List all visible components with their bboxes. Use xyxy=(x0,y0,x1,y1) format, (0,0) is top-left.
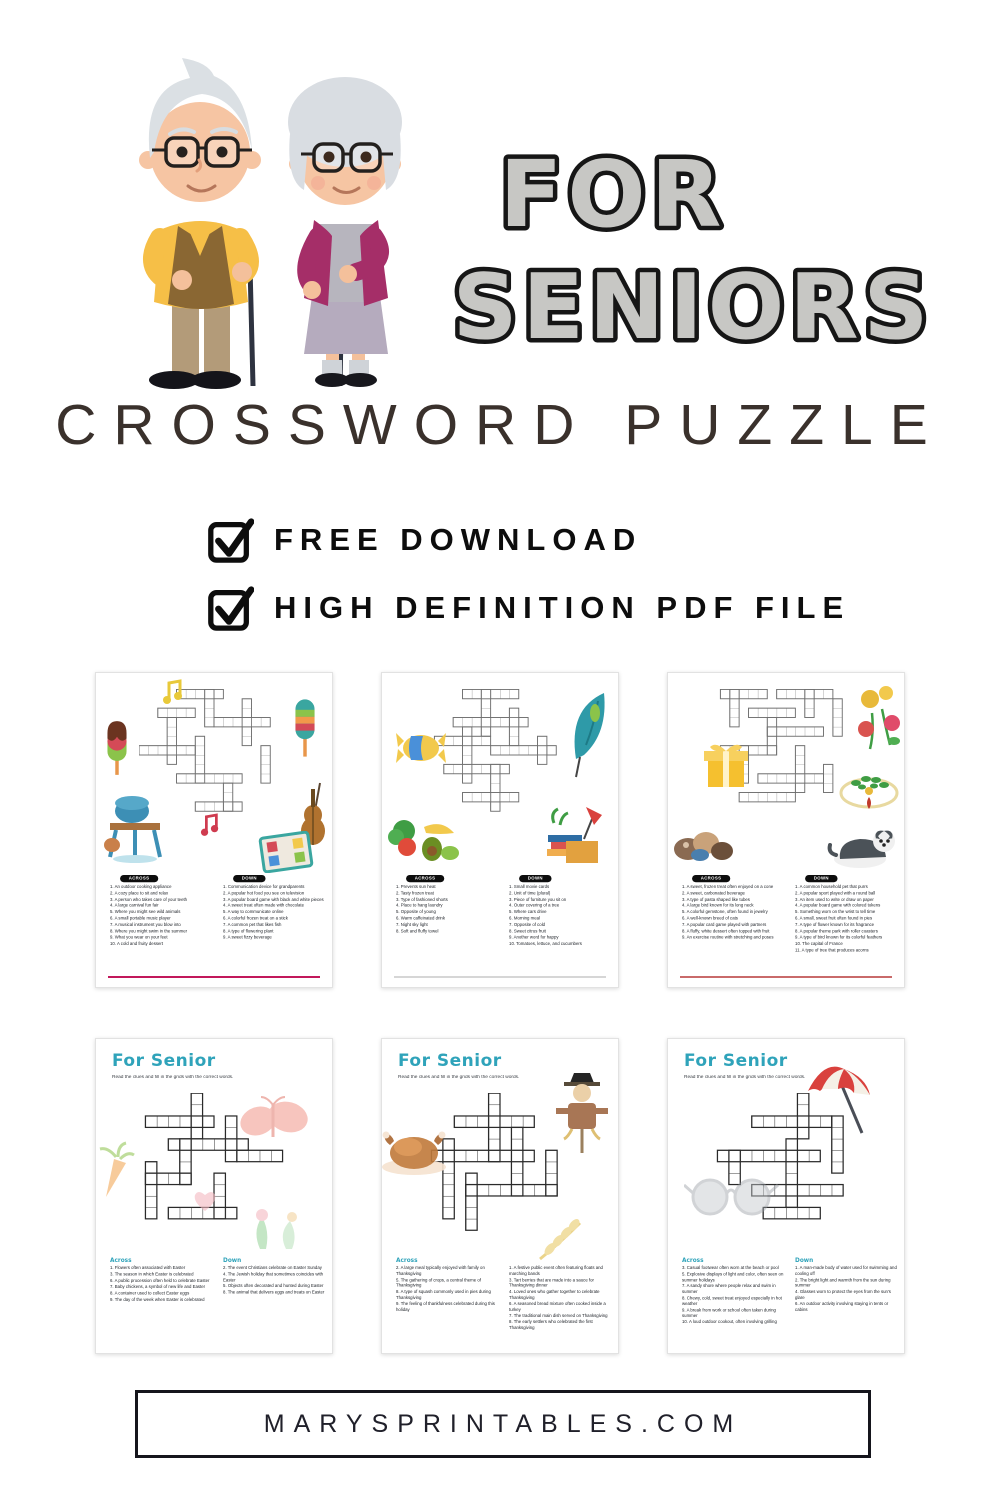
clue-line: 8. A container used to collect Easter eggs xyxy=(110,1291,190,1297)
down-clue-list xyxy=(223,1266,326,1296)
clue-line: 9. An exercise routine with stretching and poses xyxy=(682,935,774,941)
clue-line: 11. A type of tree that produces acorns xyxy=(795,948,869,953)
clue-line: 6. An outdoor activity involving staying in tents or cabins xyxy=(795,1302,889,1313)
puzzle-thumbnail-1 xyxy=(95,672,333,988)
clue-line: 1. A sweet, frozen treat often enjoyed on a cone xyxy=(682,885,774,890)
elderly-couple-illustration xyxy=(90,30,450,395)
clue-section xyxy=(682,1257,898,1327)
clue-line: 7. A sandy shore where people relax and swim in summer xyxy=(682,1284,776,1295)
clue-line: 1. Flowers often associated with Easter xyxy=(110,1266,186,1271)
sunglasses-icon xyxy=(684,1171,780,1222)
clue-line: 4. The Jewish holiday that sometimes coincides with Easter xyxy=(223,1272,324,1283)
clue-line: 5. Explosive displays of light and color, often seen on summer holidays xyxy=(682,1272,784,1283)
clue-section xyxy=(396,1257,612,1332)
clue-line: 8. A type of flowering plant xyxy=(223,929,274,934)
clue-line: 6. A small, sweet fruit often found in pies xyxy=(795,916,873,922)
across-header: ACROSS xyxy=(120,875,158,882)
clue-line: 6. A colorful frozen treat on a stick xyxy=(223,916,288,922)
clue-line: 4. A large bird known for its long neck xyxy=(682,904,754,909)
clue-line: 2. Unit of time (plural) xyxy=(509,891,551,896)
clue-line: 4. A sweet treat often made with chocolate xyxy=(223,904,304,909)
clue-line: 6. A seasoned bread mixture often cooked inside a turkey xyxy=(509,1302,606,1313)
down-clue-list xyxy=(509,885,612,948)
clue-line: 6. Morning meal xyxy=(509,916,541,922)
feature-hd-pdf xyxy=(206,582,850,634)
thumbnail-subtitle: Read the clues and fill in the grids with the correct words. xyxy=(112,1075,234,1080)
clue-line: 7. Night sky light xyxy=(396,923,428,928)
clue-line: 9. A break from work or school often taken during summer xyxy=(682,1308,776,1319)
feature-label: FREE DOWNLOAD xyxy=(274,522,643,557)
clue-line: 1. Prevents sun heat xyxy=(396,885,436,890)
clue-line: 1. A common household pet that purrs xyxy=(795,885,868,890)
checkbox-checked-icon xyxy=(206,516,254,564)
beach-umbrella-icon xyxy=(804,1065,882,1142)
clue-line: 5. Objects often decorated and hunted during Easter xyxy=(223,1284,324,1289)
down-header: Down xyxy=(795,1257,814,1264)
across-header: Across xyxy=(682,1257,704,1264)
wreath-icon xyxy=(838,771,900,824)
clue-line: 8. A popular theme park with roller coasters xyxy=(795,929,878,934)
down-clue-list xyxy=(795,885,898,954)
music-note-icon xyxy=(162,679,184,710)
clue-line: 1. Communication device for grandparents xyxy=(223,885,305,890)
clue-line: 4. Loved ones who gather together to celebrate Thanksgiving xyxy=(509,1290,600,1301)
clue-line: 4. Place to hang laundry xyxy=(396,904,443,909)
clue-line: 2. The bright light and warmth from the sun during summer xyxy=(795,1278,891,1289)
puzzle-thumbnail-6 xyxy=(667,1038,905,1354)
clue-line: 1. An outdoor cooking appliance xyxy=(110,885,172,890)
clue-line: 7. Opposite of cold xyxy=(509,923,546,928)
across-clue-list xyxy=(396,885,499,935)
books-lamp-icon xyxy=(540,801,610,870)
title-line-1: FOR xyxy=(499,141,727,248)
feather-icon xyxy=(568,689,612,786)
feature-free-download xyxy=(206,514,642,566)
clue-line: 5. Opposite of young xyxy=(396,910,436,915)
crossword-preview xyxy=(668,1085,904,1251)
across-clue-list xyxy=(682,1266,785,1326)
accent-rule xyxy=(680,976,892,978)
clue-line: 2. A large meal typically enjoyed with family on Thanksgiving xyxy=(396,1266,485,1277)
clue-line: 8. The animal that delivers eggs and treats on Easter xyxy=(223,1290,325,1296)
clue-line: 7. The traditional main dish served on Thanksgiving xyxy=(509,1314,608,1319)
candy-icon xyxy=(394,731,448,770)
down-header: DOWN xyxy=(233,875,265,882)
clue-line: 3. Piece of furniture you sit on xyxy=(509,897,567,903)
crossword-preview xyxy=(382,673,618,869)
clue-line: 9. The day of the week when Easter is celebrated xyxy=(110,1298,205,1303)
clue-line: 4. Outer covering of a tree xyxy=(509,904,560,909)
puzzle-thumbnail-4 xyxy=(95,1038,333,1354)
across-header: ACROSS xyxy=(406,875,444,882)
clue-line: 1. Small movie cards xyxy=(509,885,550,890)
crossword-preview xyxy=(668,673,904,869)
down-header xyxy=(509,1257,612,1264)
thumbnail-title: For Senior xyxy=(398,1051,502,1071)
clue-line: 4. Glasses worn to protect the eyes from the sun's glare xyxy=(795,1290,891,1301)
clue-line: 6. Warm caffeinated drink xyxy=(396,916,445,922)
clue-line: 3. Tart berries that are made into a sauce for Thanksgiving dinner xyxy=(509,1278,594,1289)
clue-line: 3. Type of fashioned shorts xyxy=(396,897,448,903)
scarecrow-icon xyxy=(552,1069,612,1160)
across-clue-list xyxy=(396,1266,499,1313)
thumbnail-title: For Senior xyxy=(112,1051,216,1071)
music-note-icon xyxy=(200,813,220,842)
flowers-icon xyxy=(852,683,902,758)
clue-line: 7. A popular card game played with partners xyxy=(682,923,767,928)
clue-line: 4. A popular board game with colored tokens xyxy=(795,904,881,909)
clue-line: 3. The season in which Easter is celebrated xyxy=(110,1272,194,1278)
title-line-2: SENIORS xyxy=(452,255,934,356)
clue-line: 4. A large carnival fun fair xyxy=(110,904,159,909)
tulips-icon xyxy=(246,1203,312,1256)
clue-line: 7. A musical instrument you blow into xyxy=(110,923,181,928)
clue-line: 5. Something worn on the wrist to tell time xyxy=(795,910,876,915)
clue-line: 6. A public procession often held to celebrate Easter xyxy=(110,1279,210,1284)
clue-line: 9. A sweet fizzy beverage xyxy=(223,935,272,941)
clue-line: 9. What you wear on your feet xyxy=(110,935,168,941)
clue-line: 9. A type of bird known for its colorful feathers xyxy=(795,935,883,941)
clue-line: 5. The gathering of crops, a central theme of Thanksgiving xyxy=(396,1278,481,1289)
across-header: Across xyxy=(396,1257,418,1264)
accent-rule xyxy=(108,976,320,978)
grill-icon xyxy=(102,793,168,870)
clue-line: 2. A popular sport played with a round ball xyxy=(795,891,876,896)
clue-line: 3. A person who takes care of your teeth xyxy=(110,897,188,903)
clue-line: 10. The capital of France xyxy=(795,942,843,947)
grandpa-figure xyxy=(139,58,261,389)
puzzle-thumbnail-3 xyxy=(667,672,905,988)
clue-line: 6. A small portable music player xyxy=(110,916,171,922)
clue-line: 8. A type of squash commonly used in pies during Thanksgiving xyxy=(396,1290,491,1301)
across-header: ACROSS xyxy=(692,875,730,882)
puzzle-previews-grid xyxy=(95,672,905,1354)
clue-line: 5. Where you might see wild animals xyxy=(110,910,181,915)
clue-line: 2. Tasty frozen treat xyxy=(396,891,434,896)
feature-label: HIGH DEFINITION PDF FILE xyxy=(274,590,851,625)
puzzle-thumbnail-5 xyxy=(381,1038,619,1354)
clue-section xyxy=(110,875,326,948)
crossword-preview xyxy=(96,1085,332,1251)
clue-line: 2. A cozy place to sit and relax xyxy=(110,891,169,896)
thumbnail-subtitle: Read the clues and fill in the grids with the correct words. xyxy=(684,1075,806,1080)
clue-section xyxy=(110,1257,326,1304)
butterfly-icon xyxy=(236,1093,310,1154)
clue-line: 9. Another word for happy xyxy=(509,935,559,941)
checkbox-checked-icon xyxy=(206,584,254,632)
down-header: DOWN xyxy=(519,875,551,882)
ice-pop-icon xyxy=(292,695,318,766)
clue-line: 5. A way to communicate online xyxy=(223,910,284,915)
accent-rule xyxy=(394,976,606,978)
clue-line: 10. Tomatoes, lettuce, and cucumbers xyxy=(509,942,582,947)
clue-line: 2. A sweet, carbonated beverage xyxy=(682,891,745,896)
clue-line: 9. The feeling of thankfulness celebrated during this holiday xyxy=(396,1302,495,1313)
across-clue-list xyxy=(682,885,785,941)
across-header: Across xyxy=(110,1257,132,1264)
website-url: MARYSPRINTABLES.COM xyxy=(263,1409,743,1438)
carrot-icon xyxy=(96,1141,136,1206)
clue-line: 3. A type of pasta shaped like tubes xyxy=(682,897,750,903)
clue-line: 8. Chewy, cold, sweet treat enjoyed especially in hot weather xyxy=(682,1296,782,1307)
clue-line: 5. A colorful gemstone, often found in jewelry xyxy=(682,910,768,915)
clue-line: 7. A type of flower known for its fragrance xyxy=(795,923,875,928)
thumbnail-subtitle: Read the clues and fill in the grids with the correct words. xyxy=(398,1075,520,1080)
heart-icon xyxy=(192,1189,218,1218)
clue-line: 2. A popular hot food you see on television xyxy=(223,891,305,896)
clue-line: 2. The event Christians celebrate on Easter Sunday xyxy=(223,1266,322,1271)
clue-section xyxy=(396,875,612,948)
down-clue-list xyxy=(795,1266,898,1313)
grandma-figure xyxy=(288,77,402,387)
clue-line: 3. An item used to write or draw on paper xyxy=(795,897,874,903)
clue-line: 7. A common pet that likes fish xyxy=(223,923,282,928)
crossword-preview xyxy=(96,673,332,869)
clue-line: 10. A cold and fruity dessert xyxy=(110,942,164,947)
clue-line: 3. A popular board game with black and white pieces xyxy=(223,897,324,903)
clue-line: 5. Where cars drive xyxy=(509,910,547,915)
clue-line: 8. Sweet citrus fruit xyxy=(509,929,546,934)
clue-line: 8. Where you might swim in the summer xyxy=(110,929,188,934)
clue-line: 8. Soft and fluffy towel xyxy=(396,929,439,934)
clue-section xyxy=(682,875,898,955)
gift-icon xyxy=(700,741,752,796)
popsicle-icon xyxy=(104,717,130,784)
clue-line: 3. Casual footwear often worn at the beach or pool xyxy=(682,1266,779,1271)
clue-line: 1. A man-made body of water used for swimming and cooling off xyxy=(795,1266,897,1277)
down-header: Down xyxy=(223,1257,242,1264)
turkey-icon xyxy=(378,1127,450,1182)
down-clue-list xyxy=(509,1266,612,1331)
stones-icon xyxy=(672,825,734,870)
clue-line: 7. Baby chickens, a symbol of new life and Easter xyxy=(110,1285,206,1290)
crossword-preview xyxy=(382,1085,618,1251)
clue-line: 1. A festive public event often featuring floats and marching bands xyxy=(509,1266,603,1277)
website-banner xyxy=(135,1390,871,1458)
thumbnail-title: For Senior xyxy=(684,1051,788,1071)
puzzle-thumbnail-2 xyxy=(381,672,619,988)
vegetables-icon xyxy=(384,813,464,870)
clue-line: 6. A well-known breed of cats xyxy=(682,916,738,922)
across-clue-list xyxy=(110,885,213,948)
husky-dog-icon xyxy=(826,825,898,874)
board-game-icon xyxy=(256,831,316,878)
main-title xyxy=(425,126,965,356)
clue-line: 10. A loud outdoor cookout, often involving grilling xyxy=(682,1320,777,1325)
across-clue-list xyxy=(110,1266,213,1303)
page-title: CROSSWORD PUZZLE xyxy=(55,393,945,457)
down-header: DOWN xyxy=(805,875,837,882)
clue-line: 8. A fluffy, white dessert often topped with fruit xyxy=(682,929,770,934)
down-clue-list xyxy=(223,885,326,941)
clue-line: 8. The early settlers who celebrated the first Thanksgiving xyxy=(509,1320,593,1331)
